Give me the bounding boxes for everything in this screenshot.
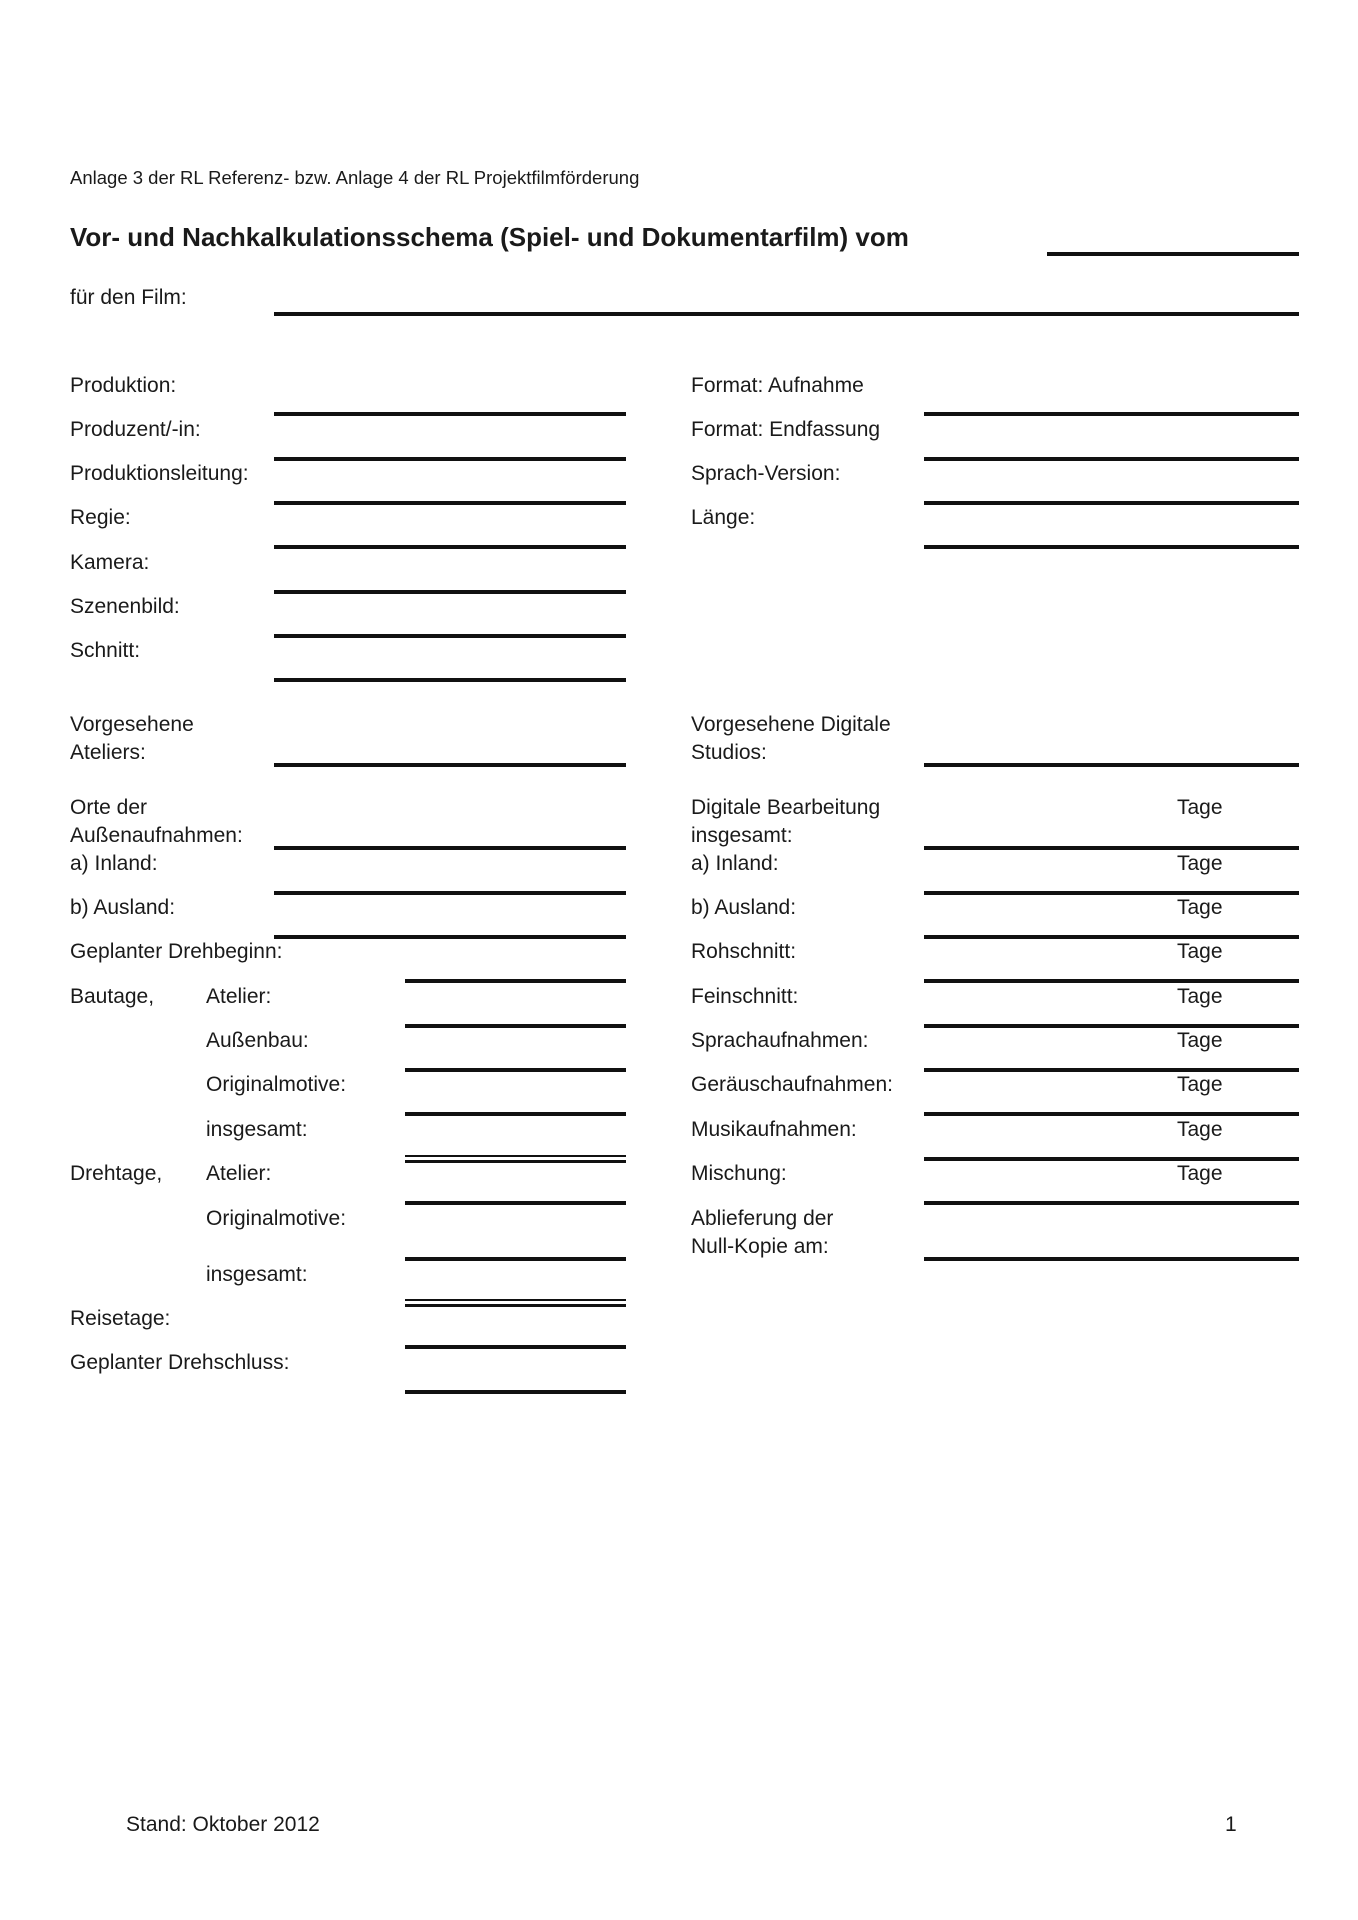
field-line-studios[interactable] [924,763,1299,767]
label-digital-line1: Digitale Bearbeitung [691,796,881,819]
unit-tage-sprachaufnahmen: Tage [1177,1029,1223,1052]
field-line-produktionsleitung[interactable] [274,501,626,505]
label-produzent: Produzent/-in: [70,418,201,441]
unit-tage-feinschnitt: Tage [1177,985,1223,1008]
field-line-produktion[interactable] [274,412,626,416]
field-line-mischung[interactable] [924,1201,1299,1205]
label-orte-ausland: b) Ausland: [70,896,176,919]
document-header: Anlage 3 der RL Referenz- bzw. Anlage 4 der RL Projektfilmförderung [70,167,640,188]
label-regie: Regie: [70,506,131,529]
label-produktion: Produktion: [70,374,177,397]
label-ablieferung-line1: Ablieferung der [691,1207,834,1230]
field-line-orte[interactable] [274,846,626,850]
field-line-digital-inland[interactable] [924,891,1299,895]
film-label: für den Film: [70,286,187,309]
label-bau-insgesamt: insgesamt: [206,1118,308,1141]
label-dreh-atelier: Atelier: [206,1162,272,1185]
field-line-dreh-atelier[interactable] [405,1201,626,1205]
field-line-rohschnitt[interactable] [924,979,1299,983]
document-title: Vor- und Nachkalkulationsschema (Spiel- und Dokumentarfilm) vom [70,222,909,252]
field-line-bau-insgesamt[interactable] [405,1155,626,1163]
label-digital-line2: insgesamt: [691,824,793,847]
field-line-musikaufnahmen[interactable] [924,1157,1299,1161]
page-number: 1 [1225,1813,1237,1836]
label-orte-line2: Außenaufnahmen: [70,824,243,847]
unit-tage-digital: Tage [1177,796,1223,819]
unit-tage-ausland: Tage [1177,896,1223,919]
field-line-ateliers[interactable] [274,763,626,767]
field-line-drehbeginn[interactable] [405,979,626,983]
field-line-feinschnitt[interactable] [924,1024,1299,1028]
field-line-bau-originalmotive[interactable] [405,1112,626,1116]
label-schnitt: Schnitt: [70,639,141,662]
label-bau-originalmotive: Originalmotive: [206,1073,347,1096]
label-digital-inland: a) Inland: [691,852,779,875]
field-line-szenenbild[interactable] [274,634,626,638]
label-feinschnitt: Feinschnitt: [691,985,799,1008]
field-line-reisetage[interactable] [405,1345,626,1349]
field-line-orte-ausland[interactable] [274,935,626,939]
label-format-endfassung: Format: Endfassung [691,418,881,441]
field-line-digital-ausland[interactable] [924,935,1299,939]
label-bau-atelier: Atelier: [206,985,272,1008]
label-bautage: Bautage, [70,985,155,1008]
label-produktionsleitung: Produktionsleitung: [70,462,249,485]
label-mischung: Mischung: [691,1162,787,1185]
field-line-kamera[interactable] [274,590,626,594]
label-sprach-version: Sprach-Version: [691,462,841,485]
label-musikaufnahmen: Musikaufnahmen: [691,1118,857,1141]
field-line-dreh-insgesamt[interactable] [405,1299,626,1307]
field-line-schnitt[interactable] [274,678,626,682]
field-line-format-aufnahme[interactable] [924,412,1299,416]
unit-tage-geraeuschaufnahmen: Tage [1177,1073,1223,1096]
date-field-line[interactable] [1047,252,1299,256]
film-field-line[interactable] [274,312,1299,316]
label-ateliers-line1: Vorgesehene [70,713,194,736]
label-orte-inland: a) Inland: [70,852,158,875]
field-line-geraeuschaufnahmen[interactable] [924,1112,1299,1116]
label-drehtage: Drehtage, [70,1162,163,1185]
label-dreh-insgesamt: insgesamt: [206,1263,308,1286]
field-line-sprachaufnahmen[interactable] [924,1068,1299,1072]
field-line-drehschluss[interactable] [405,1390,626,1394]
field-line-ablieferung[interactable] [924,1257,1299,1261]
field-line-laenge[interactable] [924,545,1299,549]
label-szenenbild: Szenenbild: [70,595,180,618]
label-rohschnitt: Rohschnitt: [691,940,797,963]
label-studios-line1: Vorgesehene Digitale [691,713,891,736]
field-line-format-endfassung[interactable] [924,457,1299,461]
label-drehschluss: Geplanter Drehschluss: [70,1351,290,1374]
field-line-bau-aussenbau[interactable] [405,1068,626,1072]
unit-tage-inland: Tage [1177,852,1223,875]
label-digital-ausland: b) Ausland: [691,896,797,919]
field-line-produzent[interactable] [274,457,626,461]
unit-tage-musikaufnahmen: Tage [1177,1118,1223,1141]
field-line-dreh-originalmotive[interactable] [405,1257,626,1261]
field-line-orte-inland[interactable] [274,891,626,895]
label-dreh-originalmotive: Originalmotive: [206,1207,347,1230]
label-ablieferung-line2: Null-Kopie am: [691,1235,829,1258]
footer-stand: Stand: Oktober 2012 [126,1813,320,1836]
label-geraeuschaufnahmen: Geräuschaufnahmen: [691,1073,893,1096]
label-orte-line1: Orte der [70,796,148,819]
field-line-sprach-version[interactable] [924,501,1299,505]
label-sprachaufnahmen: Sprachaufnahmen: [691,1029,869,1052]
field-line-digital[interactable] [924,846,1299,850]
field-line-bau-atelier[interactable] [405,1024,626,1028]
unit-tage-rohschnitt: Tage [1177,940,1223,963]
label-reisetage: Reisetage: [70,1307,171,1330]
label-studios-line2: Studios: [691,741,767,764]
field-line-regie[interactable] [274,545,626,549]
label-laenge: Länge: [691,506,756,529]
label-format-aufnahme: Format: Aufnahme [691,374,864,397]
label-ateliers-line2: Ateliers: [70,741,146,764]
label-drehbeginn: Geplanter Drehbeginn: [70,940,283,963]
unit-tage-mischung: Tage [1177,1162,1223,1185]
label-kamera: Kamera: [70,551,150,574]
label-bau-aussenbau: Außenbau: [206,1029,309,1052]
